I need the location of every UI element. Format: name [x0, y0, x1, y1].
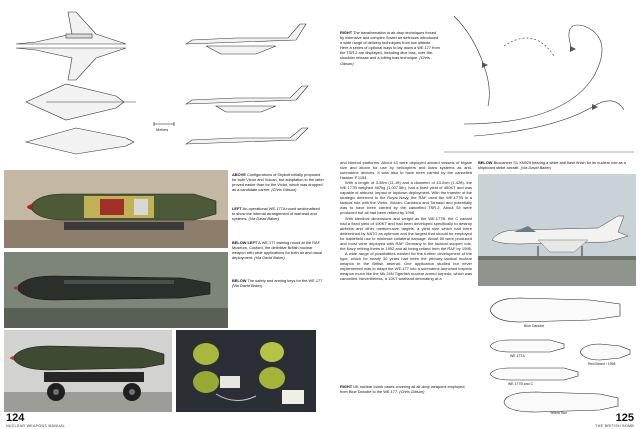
we177-training-round-photo	[4, 252, 228, 328]
right-running-head: THE BRITISH BOMB	[595, 424, 634, 428]
caption-above-lead: ABOVE	[232, 172, 246, 177]
caption-above-text: Configurations of Skybolt initially proposed for both Victor and Vulcan, but adaptation to the latter proved easier than for the Victor, which was dropped as a candidate carrier.	[232, 172, 324, 193]
we177-sectioned-photo	[4, 170, 228, 248]
over-the-shoulder-trajectory	[464, 25, 602, 124]
caption-below	[232, 278, 324, 288]
right-page-number: 125	[615, 412, 634, 424]
vulcan-plan-view-drawing	[26, 84, 136, 120]
left-running-head: NUCLEAR WEAPONS MANUAL	[6, 424, 66, 428]
caption-right-bottom	[340, 384, 472, 394]
yellow-sun-drawing	[504, 392, 618, 412]
caption-right-bottom-credit: (Chris Gibson)	[399, 389, 425, 395]
victor-plan-view-drawing	[16, 12, 126, 80]
body-text-column	[340, 160, 472, 281]
caption-above-credit: (Chris Gibson)	[271, 187, 297, 193]
caption-right-bottom-text: UK nuclear bomb cases covering all air-drop weapons employed, from Blue Danube to the WE.177.	[340, 384, 466, 395]
delta-side-view-drawing	[186, 128, 308, 144]
caption-right-top-text: The transformation in air-drop techniques forced by extensive and complex Soviet air defences introduced a wide range of delivery techniques from low altitude. Here a series of optional ways to lay down a WE.177 from the TSR.2 are displayed, including dive toss, over-the-shoulder release and a lofting toss technique.	[340, 30, 440, 61]
we177a-drawing	[490, 340, 564, 352]
safety-arming-keys-photo	[176, 330, 316, 412]
caption-buccaneer-credit: (Via David Baker)	[520, 165, 552, 171]
body-paragraph: A wide range of possibilities existed for the further development of the type, which for nearly 30 years had been the primary tactical nuclear weapon in the British arsenal. One application studied but never implemented was to adapt the WE.177 into a submarine-launched torpedo weapon much like the Mk 24N Tigerfish nuclear armed torpedo, which was cancelled. Nevertheless, a 10KT warhead detonating at a	[340, 250, 472, 282]
caption-below-left-lead: BELOW LEFT	[232, 240, 258, 245]
label-blue-danube: Blue Danube	[524, 324, 545, 328]
left-page-number: 124	[6, 412, 25, 424]
caption-right-top-lead: RIGHT	[340, 30, 353, 35]
caption-right-top	[340, 30, 440, 66]
we177bc-drawing	[490, 368, 578, 380]
red-beard-drawing	[580, 344, 630, 360]
caption-right-top-credit: (Chris Gibson)	[340, 55, 430, 66]
delivery-techniques-diagram	[444, 6, 634, 156]
label-we177bc: WE.177B and C	[508, 382, 534, 386]
label-yellow-sun: Yellow Sun	[550, 411, 568, 415]
scale-label: Metres	[156, 127, 169, 132]
skybolt-configuration-drawings	[6, 4, 316, 156]
buccaneer-photo	[478, 174, 636, 286]
delta-plan-view-drawing	[26, 128, 134, 154]
body-paragraph: With a length of 3.38m (11.1ft) and a diameter of 43.2cm (1.42ft), the WE.177B weighed 457kg (1,007.5lb), had a fixed yield of 450KT and was capable of airburst, impact or laydown deployment. With the transfer of the strategic deterrent to the Royal Navy, the RAF used the WE.177B in a tactical role with the Victor, Vulcan, Canberra and Tornado and potentially was to have been carried by the cancelled TSR.2. About 53 were produced but all had been retired by 1998.	[340, 180, 472, 216]
caption-buccaneer-text: Buccaneer S1 XN929 bearing a white anti-flash finish for its nuclear role as a shipboard strike aircraft.	[478, 160, 626, 171]
caption-below-lead: BELOW	[232, 278, 247, 283]
blue-danube-drawing	[490, 298, 620, 322]
caption-below-credit: (Via David Baker)	[232, 283, 263, 289]
label-we177a: WE.177A	[510, 354, 525, 358]
sectioned-bomb-body	[27, 194, 216, 220]
lofting-toss-trajectory	[474, 101, 624, 136]
body-paragraph: and Nimrod platforms. About 43 were deployed aboard vessels of frigate size and above for use by helicopters and Ikara systems as anti-submarine devices. It was also to have been carried by the cancelled Hawker P.1154.	[340, 160, 472, 181]
caption-above	[232, 172, 324, 192]
bomb-cases-diagram	[480, 290, 636, 416]
caption-below-left-credit: (Via David Baker)	[254, 255, 285, 261]
victor-side-view-drawing	[186, 24, 306, 54]
caption-below-left	[232, 240, 324, 260]
caption-buccaneer	[478, 160, 634, 170]
caption-left-credit: (Via David Baker)	[248, 216, 279, 222]
dive-toss-trajectory	[454, 16, 489, 106]
vulcan-side-view-drawing	[186, 86, 308, 112]
caption-below-text: The safety and arming keys for the WE.177.	[247, 278, 324, 283]
body-paragraph: With identical dimensions and weight as the WE.177B, the C variant had a fixed yield of 190KT and had been developed specifically to destroy airfields and other medium-size targets, a yield size which had been determined by NATO as optimum and the largest that should be employed for battlefield use to minimise collateral damage. About 60 were produced and most were deployed with RAF Germany in the tactical support role, the Navy retiring theirs in 1992 and all being retired from the RAF by 1998.	[340, 215, 472, 251]
caption-left-text: An operational WE-177A round sectionalised to show the internal arrangement of warhead and systems.	[232, 206, 320, 222]
scale-bar	[154, 122, 174, 126]
caption-left	[232, 206, 324, 221]
bomb-on-trolley-photo	[4, 330, 172, 412]
caption-left-lead: LEFT	[232, 206, 242, 211]
caption-right-bottom-lead: RIGHT	[340, 384, 353, 389]
label-red-beard: Red Beard / 1998	[588, 362, 616, 366]
caption-below-left-text: A WE.177 training round at the RAF Museum, Cosford, the definitive British nuclear weapon with wide applications for both air and naval deployment.	[232, 240, 322, 261]
caption-buccaneer-lead: BELOW	[478, 160, 493, 165]
